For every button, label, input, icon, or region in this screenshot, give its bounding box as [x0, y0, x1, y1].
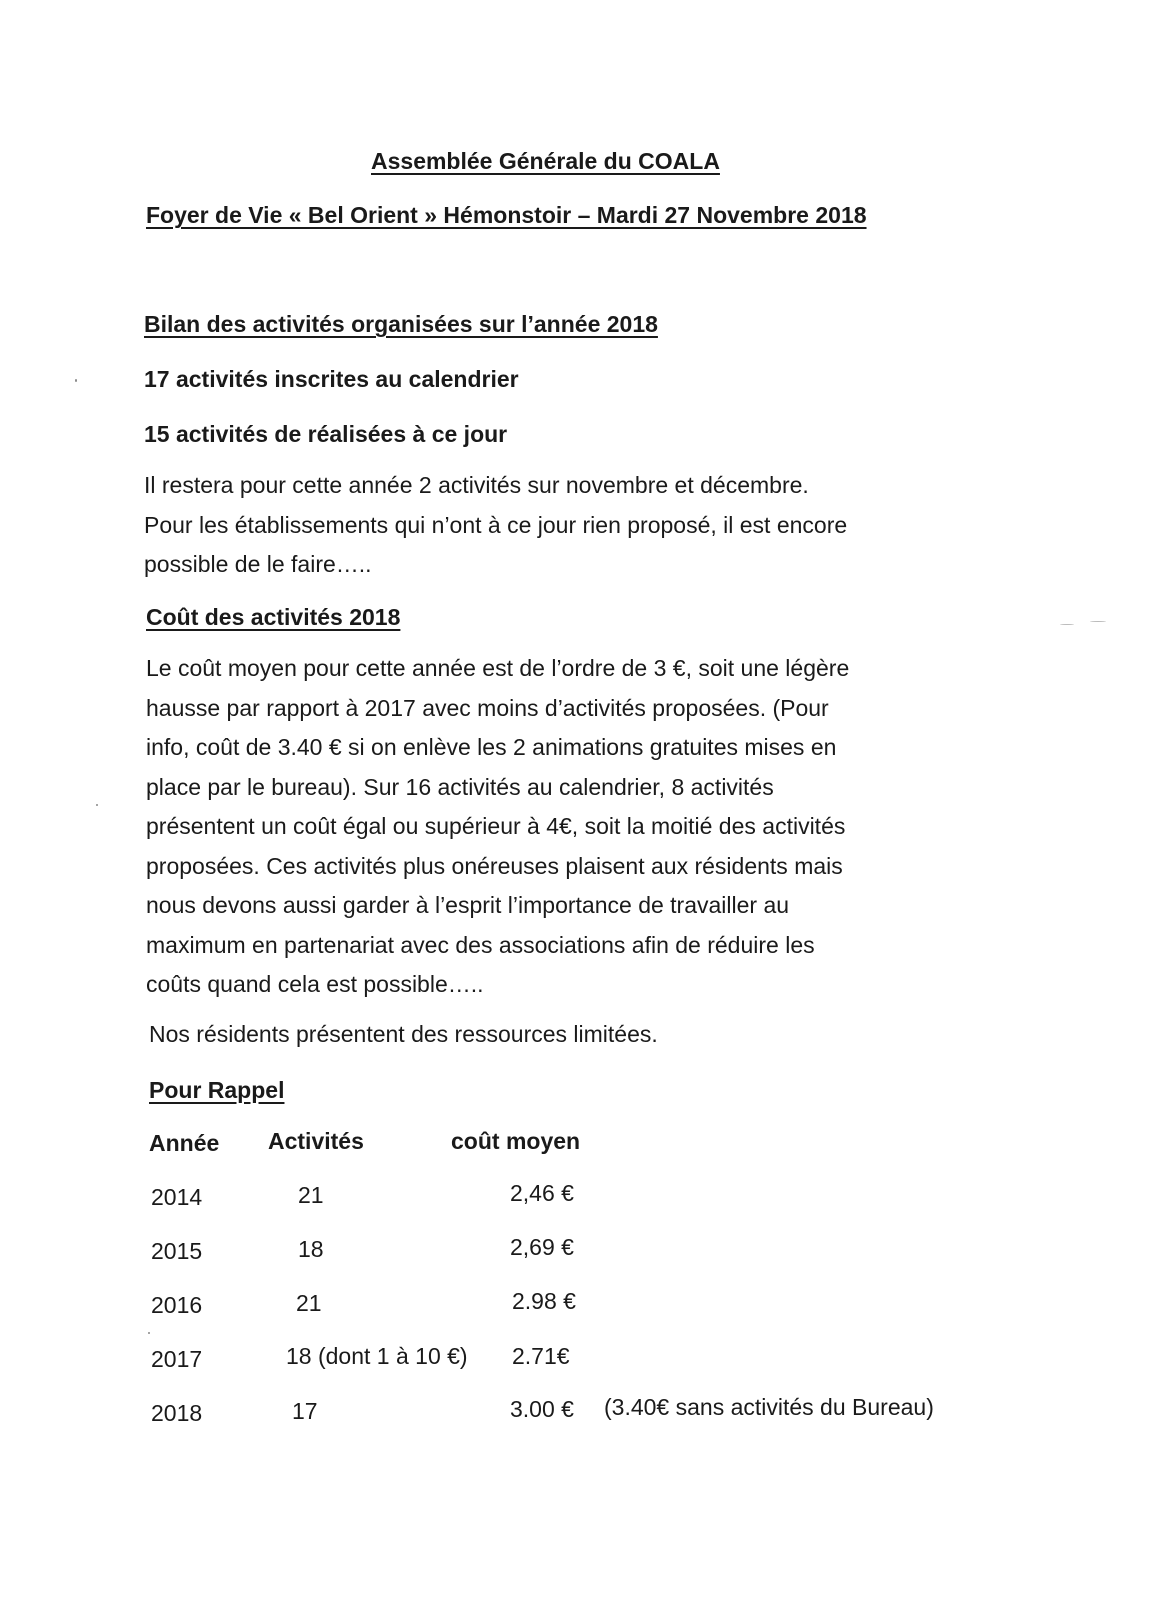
bilan-paragraph-line: Pour les établissements qui n’ont à ce jour rien proposé, il est encore: [144, 511, 848, 538]
cout-paragraph: [146, 649, 849, 1005]
table-cell-activites: 18 (dont 1 à 10 €): [286, 1343, 468, 1369]
cout-paragraph-line: maximum en partenariat avec des associations afin de réduire les: [146, 931, 815, 958]
cout-paragraph-line: hausse par rapport à 2017 avec moins d’activités proposées. (Pour: [146, 694, 829, 721]
cout-paragraph-line: proposées. Ces activités plus onéreuses plaisent aux résidents mais: [146, 852, 843, 879]
bilan-line-realisees: 15 activités de réalisées à ce jour: [144, 421, 508, 447]
column-header-activites: Activités: [268, 1128, 364, 1154]
table-cell-cout: 2,46 €: [510, 1180, 574, 1206]
table-cell-cout: 3.00 €: [510, 1396, 574, 1422]
bilan-paragraph-line: Il restera pour cette année 2 activités sur novembre et décembre.: [144, 472, 809, 498]
cout-paragraph-line: coûts quand cela est possible…..: [146, 971, 484, 997]
cout-note: Nos résidents présentent des ressources limitées.: [149, 1021, 658, 1047]
rappel-heading: Pour Rappel: [149, 1077, 285, 1103]
document-title: Assemblée Générale du COALA: [371, 148, 720, 174]
table-cell-note: (3.40€ sans activités du Bureau): [604, 1394, 934, 1420]
scan-speck: [75, 379, 77, 382]
table-cell-activites: 21: [296, 1290, 322, 1316]
cout-paragraph-line: nous devons aussi garder à l’esprit l’importance de travailler au: [146, 892, 790, 918]
table-cell-cout: 2.98 €: [512, 1288, 576, 1314]
table-cell-activites: 18: [298, 1236, 324, 1262]
bilan-paragraph: [144, 466, 847, 585]
table-cell-cout: 2.71€: [512, 1343, 570, 1369]
column-header-annee: Année: [149, 1130, 220, 1156]
cout-paragraph-line: Le coût moyen pour cette année est de l’ordre de 3 €, soit une légère: [146, 655, 850, 681]
cout-paragraph-line: présentent un coût égal ou supérieur à 4€, soit la moitié des activités: [146, 813, 846, 839]
bilan-line-inscrites: 17 activités inscrites au calendrier: [144, 366, 519, 392]
table-cell-activites: 17: [292, 1398, 318, 1424]
table-cell-activites: 21: [298, 1182, 324, 1208]
scan-speck: [1090, 621, 1106, 622]
table-cell-annee: 2016: [151, 1292, 203, 1318]
bilan-paragraph-line: possible de le faire…..: [144, 551, 372, 577]
bilan-heading: Bilan des activités organisées sur l’année 2018: [144, 311, 658, 337]
table-cell-annee: 2015: [151, 1238, 203, 1264]
scan-speck: [148, 1332, 150, 1334]
scan-speck: [96, 804, 98, 806]
cout-paragraph-line: info, coût de 3.40 € si on enlève les 2 animations gratuites mises en: [146, 734, 837, 760]
table-cell-cout: 2,69 €: [510, 1234, 574, 1260]
table-cell-annee: 2014: [151, 1184, 203, 1210]
cout-heading: Coût des activités 2018: [146, 604, 401, 630]
scan-speck: [1060, 624, 1074, 625]
table-cell-annee: 2018: [151, 1400, 203, 1426]
document-subtitle: Foyer de Vie « Bel Orient » Hémonstoir – Mardi 27 Novembre 2018: [146, 202, 867, 228]
table-cell-annee: 2017: [151, 1346, 203, 1372]
cout-paragraph-line: place par le bureau). Sur 16 activités au calendrier, 8 activités: [146, 773, 774, 800]
column-header-cout-moyen: coût moyen: [451, 1128, 581, 1154]
